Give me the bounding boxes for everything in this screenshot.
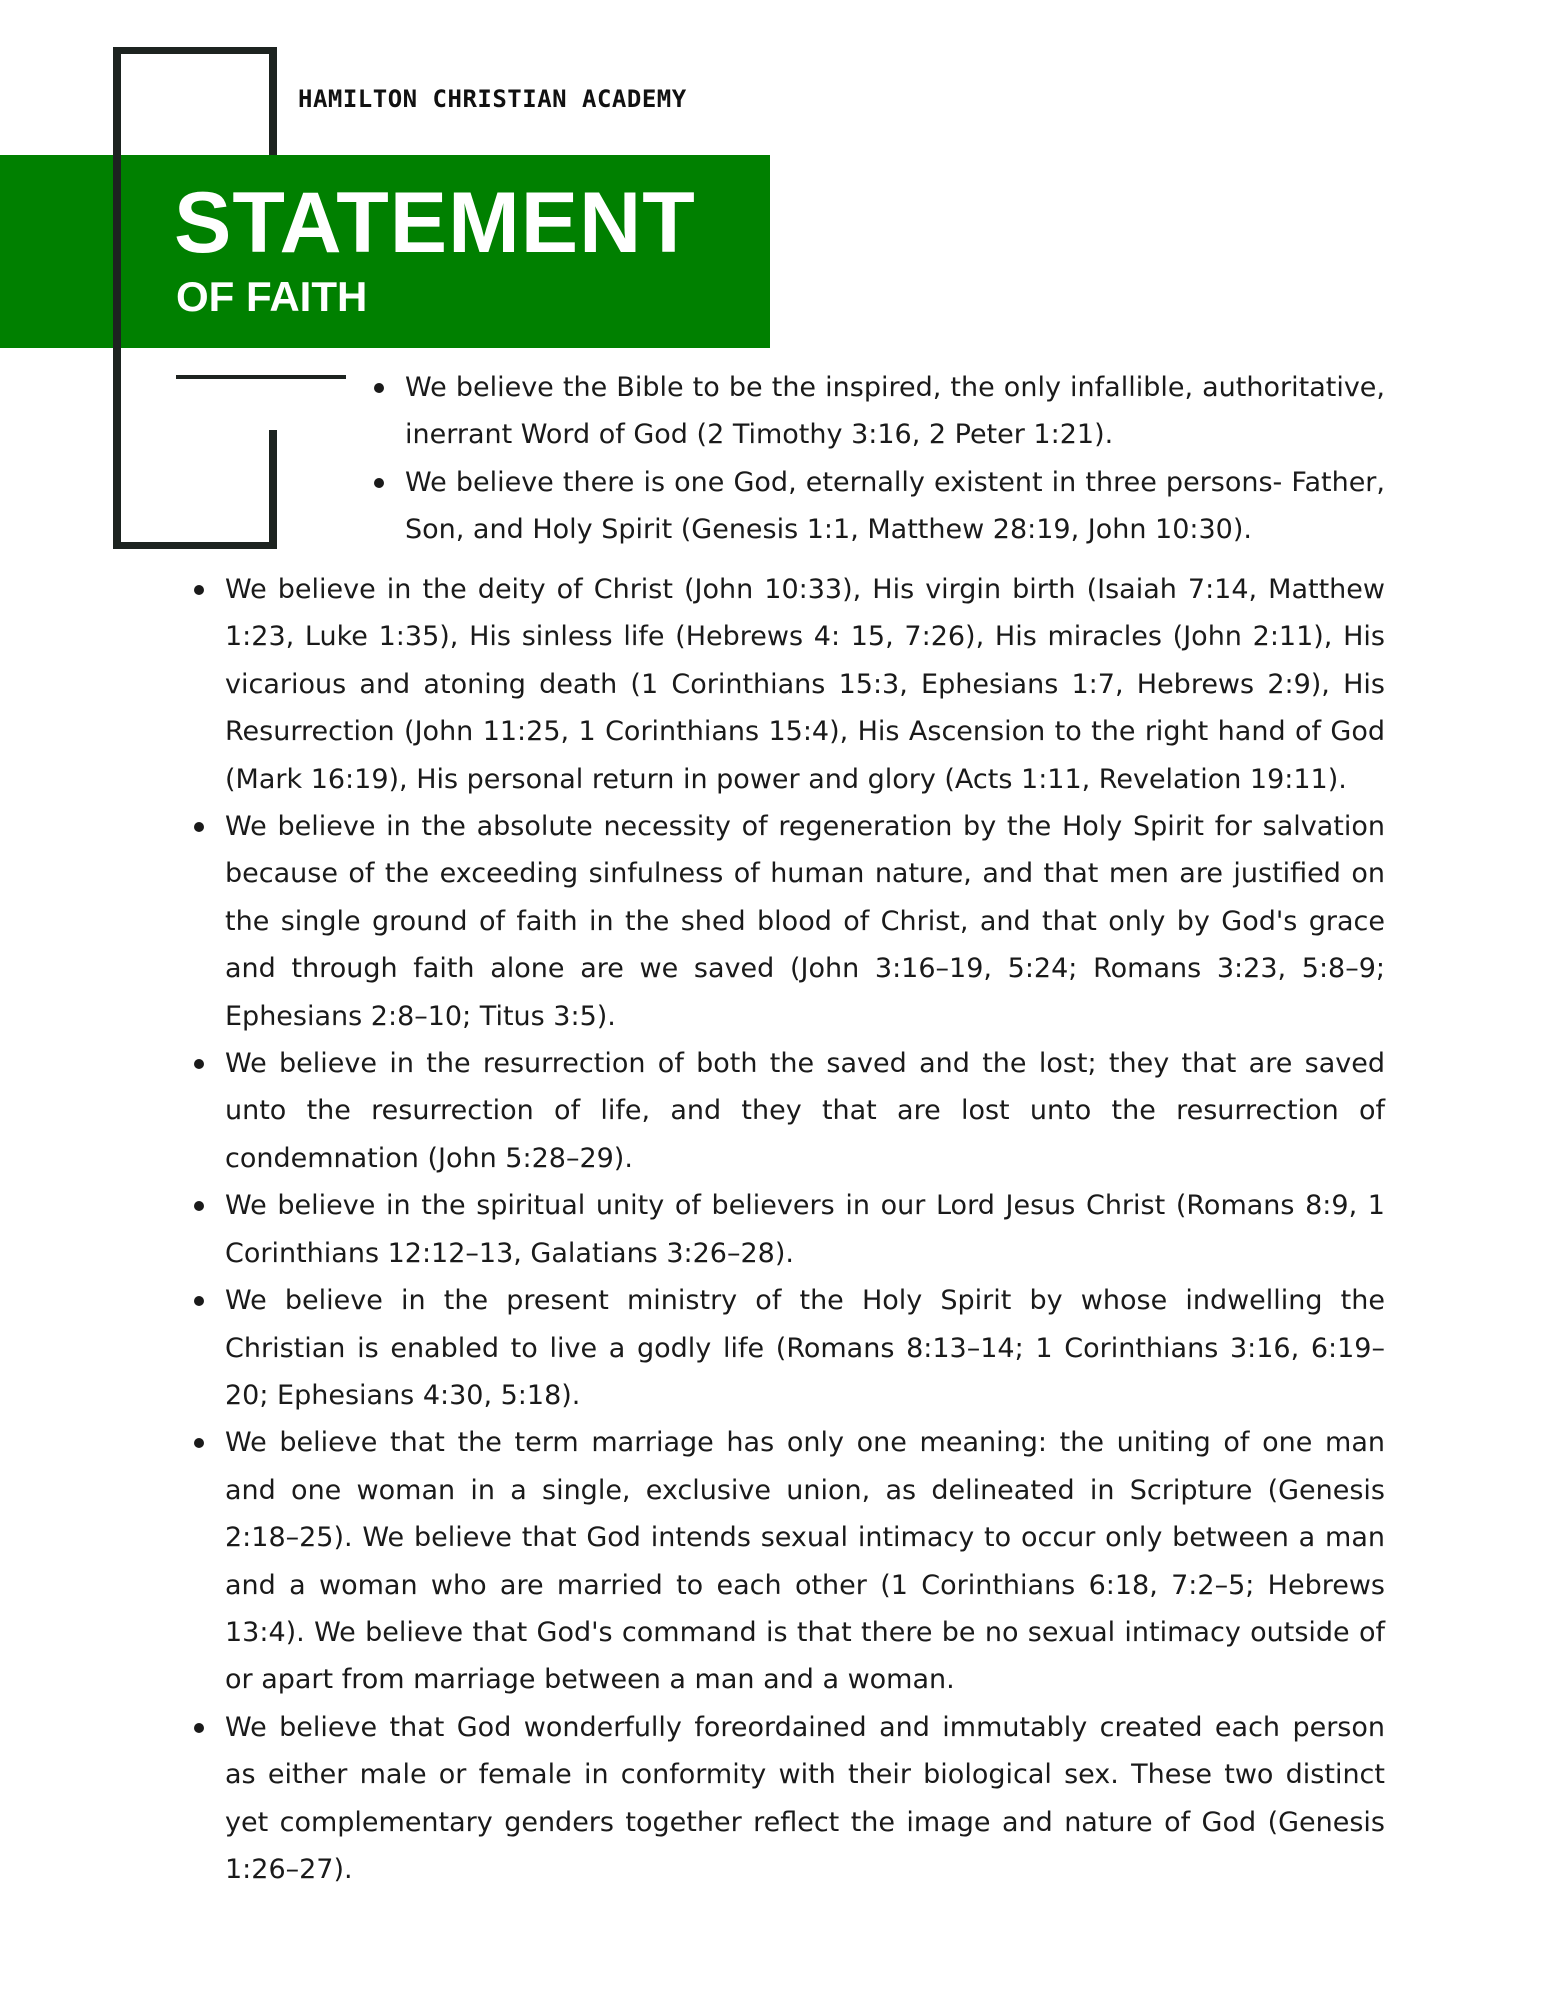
belief-item: We believe there is one God, eternally existent in three persons- Father, Son, and Holy Spirit (Genesis 1:1, Matthew 28:19, John 10:30). [405, 459, 1385, 554]
page-title: STATEMENT [174, 175, 696, 271]
belief-item: We believe that God wonderfully foreordained and immutably created each person as either male or female in conformity with their biological sex. These two distinct yet complementary genders together reflect the image and nature of God (Genesis 1:26–27). [225, 1704, 1385, 1894]
school-name: HAMILTON CHRISTIAN ACADEMY [298, 85, 687, 113]
frame-right-top-bar [269, 47, 277, 167]
frame-bottom-bar [113, 542, 277, 549]
belief-item: We believe in the deity of Christ (John 10:33), His virgin birth (Isaiah 7:14, Matthew 1:23, Luke 1:35), His sinless life (Hebrews 4: 15, 7:26), His miracles (John 2:11), His vicarious and atoning death (1 Corinthians 15:3, Ephesians 1:7, Hebrews 2:9), His Resurrection (John 11:25, 1 Corinthians 15:4), His Ascension to the right hand of God (Mark 16:19), His personal return in power and glory (Acts 1:11, Revelation 19:11). [225, 566, 1385, 803]
decorative-rule [176, 375, 346, 379]
belief-item: We believe in the spiritual unity of believers in our Lord Jesus Christ (Romans 8:9, 1 Corinthians 12:12–13, Galatians 3:26–28). [225, 1182, 1385, 1277]
belief-item: We believe in the absolute necessity of regeneration by the Holy Spirit for salvation because of the exceeding sinfulness of human nature, and that men are justified on the single ground of faith in the shed blood of Christ, and that only by God's grace and through faith alone are we saved (John 3:16–19, 5:24; Romans 3:23, 5:8–9; Ephesians 2:8–10; Titus 3:5). [225, 803, 1385, 1040]
belief-item: We believe in the present ministry of the Holy Spirit by whose indwelling the Christian is enabled to live a godly life (Romans 8:13–14; 1 Corinthians 3:16, 6:19–20; Ephesians 4:30, 5:18). [225, 1277, 1385, 1419]
beliefs-list [225, 566, 1385, 1893]
belief-item: We believe in the resurrection of both the saved and the lost; they that are saved unto the resurrection of life, and they that are lost unto the resurrection of condemnation (John 5:28–29). [225, 1040, 1385, 1182]
belief-item: We believe that the term marriage has only one meaning: the uniting of one man and one woman in a single, exclusive union, as delineated in Scripture (Genesis 2:18–25). We believe that God intends sexual intimacy to occur only between a man and a woman who are married to each other (1 Corinthians 6:18, 7:2–5; Hebrews 13:4). We believe that God's command is that there be no sexual intimacy outside of or apart from marriage between a man and a woman. [225, 1419, 1385, 1703]
frame-left-bar [113, 47, 121, 549]
beliefs-list-top [405, 364, 1385, 554]
page-subtitle: OF FAITH [176, 273, 368, 320]
belief-item: We believe the Bible to be the inspired, the only infallible, authoritative, inerrant Word of God (2 Timothy 3:16, 2 Peter 1:21). [405, 364, 1385, 459]
frame-top-bar [113, 47, 277, 54]
frame-right-bottom-bar [269, 430, 277, 549]
